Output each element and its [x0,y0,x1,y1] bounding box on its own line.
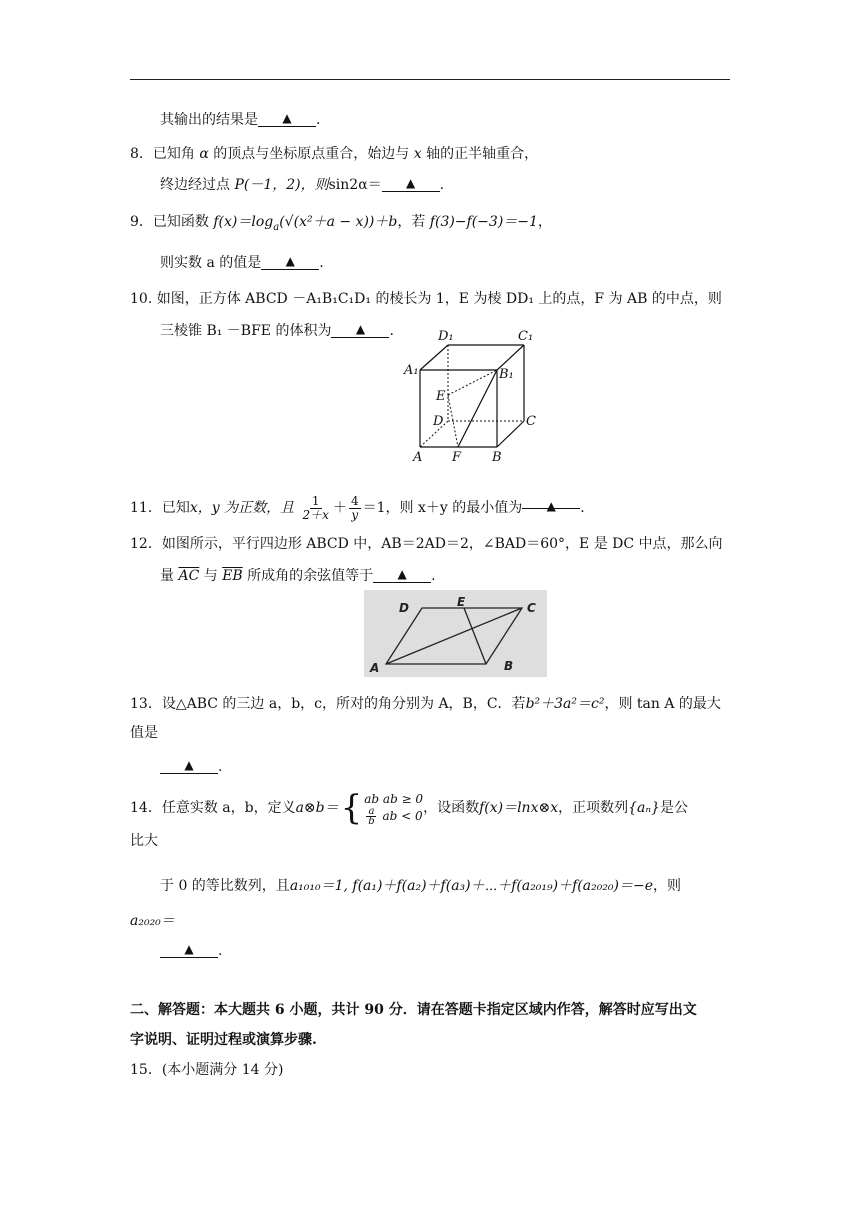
para-label-c: C [527,601,536,615]
section-2-heading-line2: 字说明、证明过程或演算步骤. [130,1032,317,1048]
cube-label-c1: C₁ [518,329,534,344]
cube-label-f: F [452,450,462,465]
question-14-line4: a₂₀₂₀＝ [130,913,175,929]
answer-blank: ▲ [160,941,218,958]
header-rule [130,79,730,80]
question-13-line1: 13．设△ABC 的三边 a，b，c，所对的角分别为 A，B，C．若b²＋3a²＝c²，则 tan A 的最大 [130,696,721,712]
cube-label-b: B [492,450,502,465]
answer-blank: ▲ [261,253,319,270]
answer-blank: ▲ [258,110,316,127]
para-label-d: D [399,601,409,615]
fraction-1: $\frac{1}{2+x}$ [302,493,329,522]
para-label-e: E [457,595,466,609]
question-11: 11．已知x，y 为正数，且 $\frac{1}{2+x}$ ＋ $\frac{4}{y}$ ＝1，则 x＋y 的最小值为 ▲ . [130,493,585,522]
question-10-line1: 10. 如图，正方体 ABCD －A₁B₁C₁D₁ 的棱长为 1，E 为棱 DD₁ 上的点，F 为 AB 的中点，则 [130,291,722,307]
question-9-line2: 则实数 a 的值是 ▲ . [160,254,324,271]
para-label-b: B [504,659,514,673]
question-10-line2: 三棱锥 B₁ －BFE 的体积为 ▲ . [160,322,394,339]
answer-blank: ▲ [331,321,389,338]
question-14-blank: ▲ . [160,941,222,961]
answer-blank: ▲ [160,757,218,774]
cube-label-a1: A₁ [404,363,419,378]
section-2-heading-line1: 二、解答题：本大题共 6 小题，共计 90 分．请在答题卡指定区域内作答，解答时应写出文 [130,1002,697,1018]
question-14-line2: 比大 [130,833,158,849]
question-15-title: 15．(本小题满分 14 分) [130,1062,284,1078]
fraction-2: $\frac{4}{y}$ [350,493,359,522]
question-13-line2: 值是 [130,725,158,741]
question-12-line2: 量 $\overline{AC}$ 与 $\overline{EB}$ 所成角的余弦值等于 ▲ . [160,567,436,584]
parallelogram-figure [364,590,547,677]
q7-tail: 其输出的结果是 ▲ . [160,111,321,128]
question-13-blank: ▲ . [160,757,222,777]
answer-blank: ▲ [373,566,431,583]
cube-label-c: C [526,414,536,429]
cube-label-a: A [413,450,423,465]
cube-label-e: E [436,389,446,404]
question-14-line1: 14．任意实数 a，b，定义a⊗b＝ { ab ab ≥ 0 $\frac{a}{b}$ ab < 0 ，设函数f(x)＝lnx⊗x，正项数列{aₙ}是公 [130,788,688,828]
question-8-line2: 终边经过点 P(－1，2)，则sin2α＝ ▲ . [160,176,445,193]
question-8-line1: 8．已知角 α 的顶点与坐标原点重合，始边与 x 轴的正半轴重合， [130,146,539,162]
question-12-line1: 12．如图所示，平行四边形 ABCD 中，AB＝2AD＝2，∠BAD＝60°，E 是 DC 中点，那么向 [130,536,723,552]
answer-blank: ▲ [382,175,440,192]
para-label-a: A [370,661,380,675]
cube-label-b1: B₁ [499,367,514,382]
answer-blank: ▲ [522,492,580,509]
question-14-line3: 于 0 的等比数列，且a₁₀₁₀＝1, f(a₁)＋f(a₂)＋f(a₃)＋⋯＋f(a₂₀₁₉)＋f(a₂₀₂₀)＝−e，则 [160,878,682,894]
question-9-line1: 9．已知函数 $f(x)=\log_a(√(x^2+a - x))+b$，若 f(3)−f(−3)＝−1， [130,214,552,233]
cube-figure [400,325,550,465]
cube-label-d: D [433,414,444,429]
cube-label-d1: D₁ [438,329,454,344]
